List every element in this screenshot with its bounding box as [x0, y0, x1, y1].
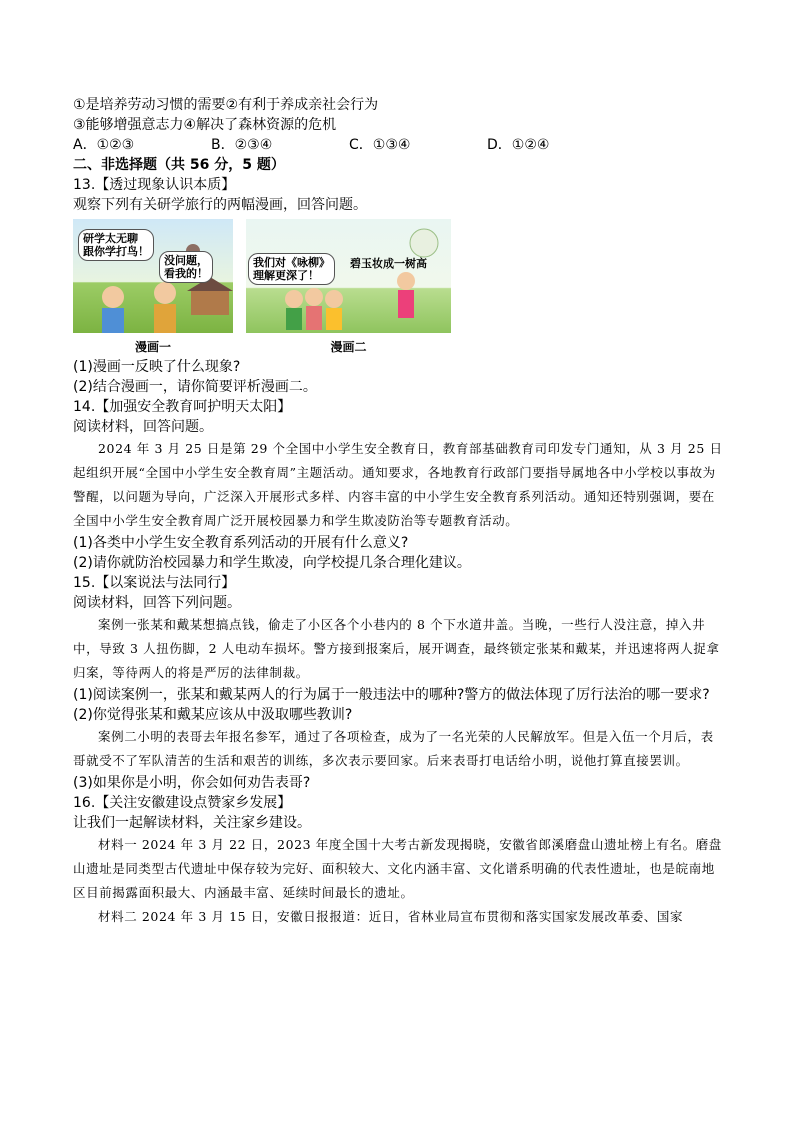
comic-two-bubble-1: 我们对《咏柳》 理解更深了！: [248, 253, 335, 285]
q15-sub-1: (1)阅读案例一，张某和戴某两人的行为属于一般违法中的哪种?警方的做法体现了厉行法治的哪一要求?: [73, 687, 710, 703]
q13-comics: [73, 219, 723, 337]
comic-one-bubble-1: 研学太无聊 跟你学打鸟！: [78, 229, 154, 261]
q12-option-line-1: ①是培养劳动习惯的需要②有利于养成亲社会行为: [73, 97, 379, 113]
q14-material: [73, 437, 723, 533]
q12-option-line-2: ③能够增强意志力④解决了森林资源的危机: [73, 117, 337, 133]
comic-one-bubble-2: 没问题， 看我的！: [159, 251, 213, 283]
q15-sub-2: (2)你觉得张某和戴某应该从中汲取哪些教训?: [73, 707, 353, 723]
choice-d[interactable]: D．①②④: [487, 137, 550, 153]
choice-c[interactable]: C．①③④: [349, 137, 411, 153]
q15-title: 15.【以案说法与法同行】: [73, 575, 236, 591]
q14-sub-2: (2)请你就防治校园暴力和学生欺凌，向学校提几条合理化建议。: [73, 555, 471, 571]
comic-one-caption: 漫画一: [134, 340, 171, 354]
comic-one-image: [73, 219, 233, 333]
choice-b[interactable]: B．②③④: [211, 137, 273, 153]
q12-choices: [73, 135, 723, 155]
comic-two-bubble-2: 碧玉妆成一树高: [350, 257, 427, 270]
q14-intro: 阅读材料，回答问题。: [73, 419, 213, 435]
q14-sub-1: (1)各类中小学生安全教育系列活动的开展有什么意义?: [73, 535, 409, 551]
q13-sub-1: (1)漫画一反映了什么现象?: [73, 359, 241, 375]
q13-comic-captions: [73, 337, 723, 357]
comic-two-image: [246, 219, 451, 333]
exam-page: [73, 95, 723, 929]
q16-material-1-text: 材料一 2024 年 3 月 22 日，2023 年度全国十大考古新发现揭晓，安徽省郎溪磨盘山遗址榜上有名。磨盘山遗址是同类型古代遗址中保存较为完好、面积较大、文化内涵丰富、文化谱系明确的代表性遗址，也是皖南地区目前揭露面积最大、内涵最丰富、延续时间最长的遗址。: [73, 837, 722, 900]
q16-intro: 让我们一起解读材料，关注家乡建设。: [73, 815, 311, 831]
q15-intro: 阅读材料，回答下列问题。: [73, 595, 241, 611]
q13-title: 13.【透过现象认识本质】: [73, 177, 236, 193]
comic-two-caption: 漫画二: [330, 340, 367, 354]
q14-material-text: 2024 年 3 月 25 日是第 29 个全国中小学生安全教育日，教育部基础教育司印发专门通知，从 3 月 25 日起组织开展“全国中小学生安全教育周”主题活动。通知要求，各地教育行政部门要指导属地各中小学校以事故为警醒，以问题为导向，广泛深入开展形式多样、内容丰富的中小学生安全教育系列活动。通知还特别强调，要在全国中小学生安全教育周广泛开展校园暴力和学生欺凌防治等专题教育活动。: [73, 441, 723, 528]
q14-title: 14.【加强安全教育呵护明天太阳】: [73, 399, 292, 415]
q16-material-1: [73, 833, 723, 905]
q15-case-2-text: 案例二小明的表哥去年报名参军，通过了各项检查，成为了一名光荣的人民解放军。但是入伍一个月后，表哥就受不了军队清苦的生活和艰苦的训练，多次表示要回家。后来表哥打电话给小明，说他打算直接罢训。: [73, 729, 714, 768]
q13-intro: 观察下列有关研学旅行的两幅漫画，回答问题。: [73, 197, 367, 213]
q16-title: 16.【关注安徽建设点赞家乡发展】: [73, 795, 292, 811]
q13-sub-2: (2)结合漫画一，请你简要评析漫画二。: [73, 379, 317, 395]
q15-sub-3: (3)如果你是小明，你会如何劝告表哥?: [73, 775, 311, 791]
q16-material-2-text: 材料二 2024 年 3 月 15 日，安徽日报报道：近日，省林业局宣布贯彻和落实国家发展改革委、国家: [98, 909, 684, 924]
q15-case-1-text: 案例一张某和戴某想搞点钱，偷走了小区各个小巷内的 8 个下水道井盖。当晚，一些行人没注意，掉入井中，导致 3 人扭伤脚，2 人电动车损坏。警方接到报案后，展开调查，最终锁定张某和戴某，并迅速将两人捉拿归案，等待两人的将是严厉的法律制裁。: [73, 617, 720, 680]
q16-material-2: [73, 905, 723, 929]
section-2-title: 二、非选择题（共 56 分，5 题）: [73, 157, 285, 173]
choice-a[interactable]: A．①②③: [73, 137, 135, 153]
q15-case-2: [73, 725, 723, 773]
q15-case-1: [73, 613, 723, 685]
